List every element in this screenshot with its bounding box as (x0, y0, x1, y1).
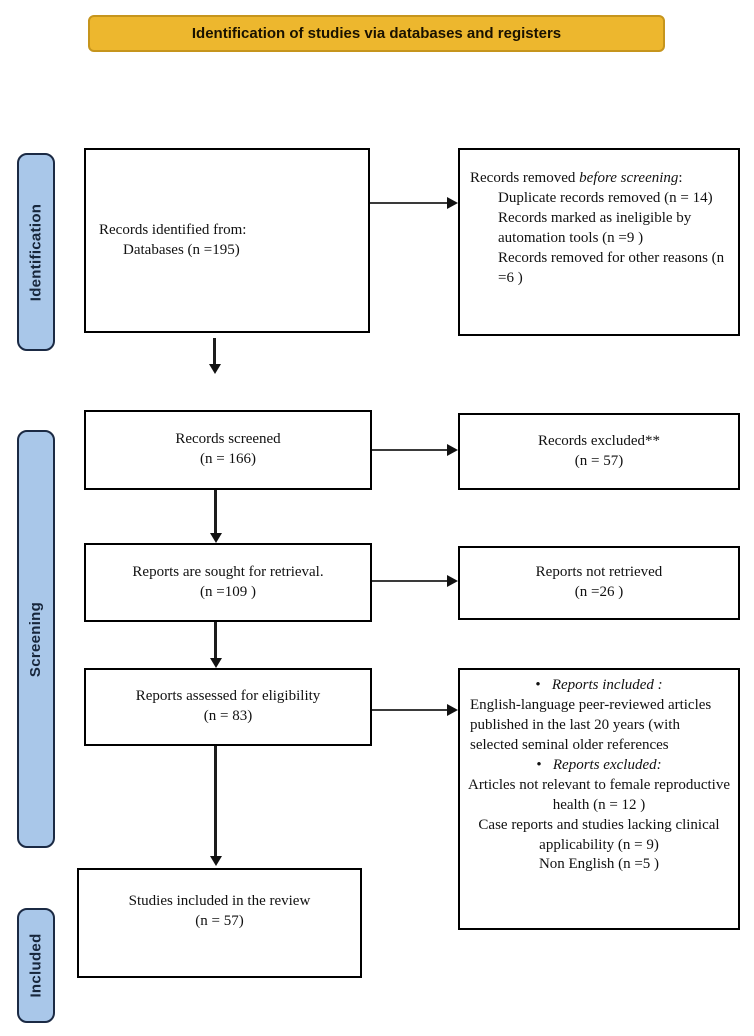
arrow-identified-to-removed (370, 202, 447, 204)
records-removed-item: Records marked as ineligible by automation tools (n =9 ) (498, 209, 692, 246)
records-removed-heading-colon: : (678, 170, 683, 186)
stage-screening-label: Screening (27, 601, 45, 677)
records-removed-heading (470, 169, 730, 189)
reports-assessed-line2: (n = 83) (203, 708, 253, 724)
stage-identification (17, 153, 55, 351)
reports-not-retrieved-line1: Reports not retrieved (535, 564, 663, 581)
reports-excluded-item: Non English (n =5 ) (538, 856, 660, 873)
arrow-sought-to-not-retrieved (372, 580, 447, 582)
reports-included-heading: • Reports included : (468, 676, 730, 696)
box-reports-assessed (84, 668, 372, 746)
box-records-removed (458, 148, 740, 336)
stage-identification-label: Identification (27, 203, 45, 301)
diagram-title-banner (88, 15, 665, 52)
box-reports-not-retrieved (458, 546, 740, 620)
reports-excluded-item: Articles not relevant to female reproductive health (n = 12 ) (468, 776, 730, 813)
diagram-title: Identification of studies via databases and registers (191, 25, 562, 42)
records-excluded-line1: Records excluded** (537, 432, 661, 449)
reports-included-body: English-language peer-reviewed articles published in the last 20 years (with selected seminal older references (470, 696, 712, 753)
reports-excluded-heading: • Reports excluded: (468, 756, 730, 776)
records-excluded-line2: (n = 57) (574, 452, 624, 469)
stage-included-label: Included (27, 933, 45, 998)
box-records-excluded (458, 413, 740, 490)
stage-included (17, 908, 55, 1023)
records-removed-heading-text: Records removed (470, 170, 580, 186)
arrow-identified-down (213, 338, 216, 364)
arrow-assessed-to-reasons (372, 709, 447, 711)
box-records-identified (84, 148, 370, 333)
records-removed-item: Duplicate records removed (n = 14) (498, 189, 713, 206)
reports-not-retrieved-line2: (n =26 ) (574, 584, 624, 600)
records-identified-line2: Databases (n =195) (123, 241, 240, 258)
reports-sought-line1: Reports are sought for retrieval. (132, 563, 324, 580)
records-screened-line2: (n = 166) (200, 451, 256, 467)
studies-included-line2: (n = 57) (195, 912, 244, 929)
records-removed-heading-italic: before screening (579, 170, 679, 186)
box-assessment-reasons (458, 668, 740, 930)
arrow-sought-down (214, 622, 217, 658)
records-removed-item: Records removed for other reasons (n =6 ) (498, 249, 725, 286)
studies-included-line1: Studies included in the review (128, 893, 311, 909)
box-reports-sought (84, 543, 372, 622)
records-screened-line1: Records screened (175, 431, 281, 448)
arrow-assessed-down (214, 746, 217, 856)
arrow-screened-down (214, 490, 217, 533)
box-studies-included (77, 868, 362, 978)
reports-assessed-line1: Reports assessed for eligibility (135, 688, 321, 705)
reports-sought-line2: (n =109 ) (200, 583, 256, 600)
records-identified-line1: Records identified from: (99, 221, 247, 238)
box-records-screened (84, 410, 372, 490)
stage-screening (17, 430, 55, 848)
arrow-screened-to-excluded (372, 449, 447, 451)
reports-excluded-item: Case reports and studies lacking clinical applicability (n = 9) (478, 816, 720, 853)
